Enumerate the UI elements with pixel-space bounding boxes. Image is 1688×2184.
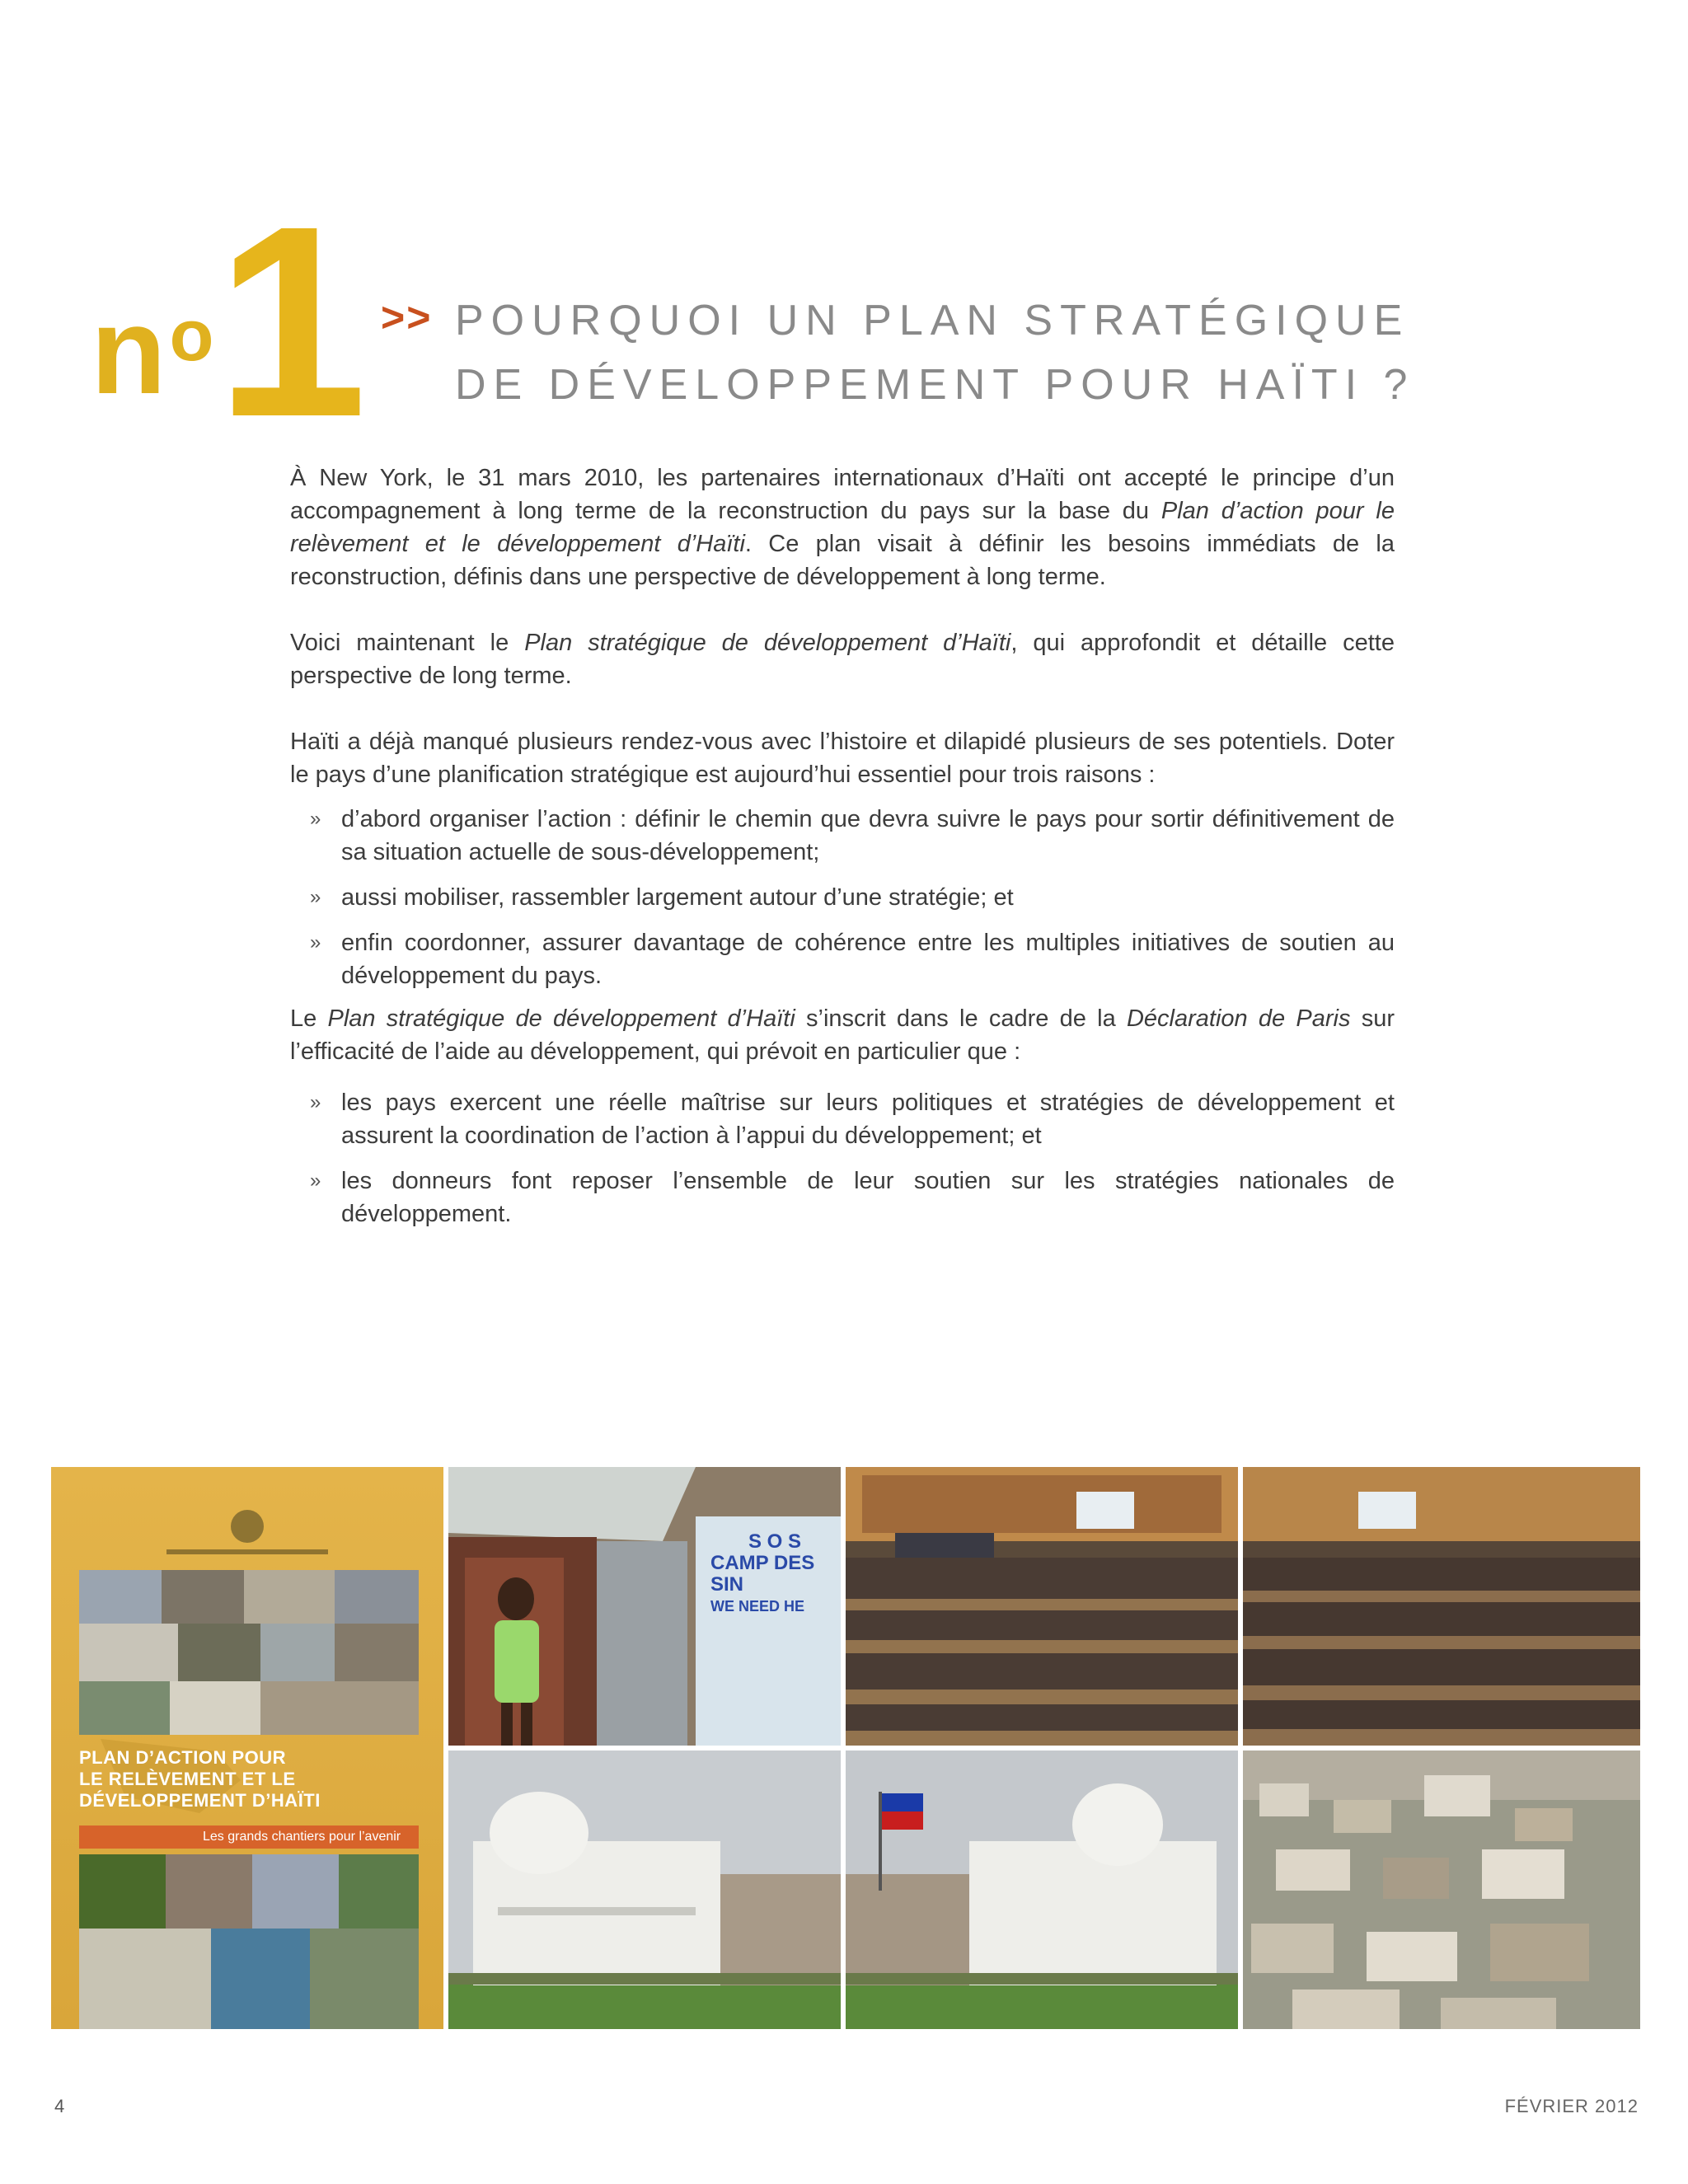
publication-date: FÉVRIER 2012 — [1504, 2096, 1639, 2116]
conference-hall-art-2 — [1243, 1467, 1640, 1746]
paragraph-3: Haïti a déjà manqué plusieurs rendez-vous avec l’histoire et dilapidé plusieurs de ses potentiels. Doter le pays d’une planification stratégique est aujourd’hui essentiel pour trois raisons : — [290, 729, 1395, 788]
camp-child-photo — [448, 1467, 841, 1746]
palace-art — [448, 1750, 841, 2029]
chevron-right-icon: >> — [381, 294, 433, 340]
hillside-houses-photo — [1243, 1750, 1640, 2029]
page-number: 4 — [54, 2096, 65, 2116]
hillside-art — [1243, 1750, 1640, 2029]
chapter-number-prefix: $n^o$ — [91, 281, 214, 419]
paragraph-2: Voici maintenant le Plan stratégique de développement d’Haïti, qui approfondit et détaille cette perspective de long terme. — [290, 630, 1395, 689]
paragraph-4: Le Plan stratégique de développement d’Haïti s’inscrit dans le cadre de la Déclaration de Paris sur l’efficacité de l’aide au développement, qui prévoit en particulier que : — [290, 1005, 1395, 1065]
paragraph-1: À New York, le 31 mars 2010, les partenaires internationaux d’Haïti ont accepté le principe d’un accompagnement à long terme de la reconstruction du pays sur la base du Plan d’action pour le relèvement et le développement d’Haïti. Ce plan visait à définir les besoins immédiats de la reconstruction, définis dans une perspective de développement à long terme. — [290, 465, 1395, 590]
main-content — [290, 462, 1395, 1245]
palace-art-2 — [846, 1750, 1238, 2029]
list-item: » les pays exercent une réelle maîtrise sur leurs politiques et stratégies de développement et assurent la coordination de l’action à l’appui du développement; et — [310, 1090, 1395, 1149]
report-cover-title: PLAN D’ACTION POUR LE RELÈVEMENT ET LE DÉVELOPPEMENT D’HAÏTI — [79, 1747, 321, 1811]
report-cover-subtitle: Les grands chantiers pour l’avenir — [79, 1825, 419, 1849]
list-item: » enfin coordonner, assurer davantage de cohérence entre les multiples initiatives de soutien au développement du pays. — [310, 930, 1395, 989]
sos-sign: S O S CAMP DES SIN WE NEED HE — [710, 1530, 815, 1615]
paris-declaration-list — [290, 1086, 1395, 1230]
conference-hall-art — [846, 1467, 1238, 1746]
damaged-palace-photo-left — [448, 1750, 841, 2029]
list-item: » les donneurs font reposer l’ensemble de leur soutien sur les stratégies nationales de développement. — [310, 1168, 1395, 1227]
page-title — [455, 288, 1526, 417]
conference-photo-right — [1243, 1467, 1640, 1746]
reasons-list — [290, 803, 1395, 992]
photo-gallery — [51, 1467, 1640, 2029]
chapter-number: 1 — [216, 169, 359, 473]
report-cover-image — [51, 1467, 443, 2029]
list-item: » d’abord organiser l’action : définir le chemin que devra suivre le pays pour sortir définitivement de sa situation actuelle de sous-développement; — [310, 806, 1395, 865]
damaged-palace-photo-right — [846, 1750, 1238, 2029]
page-title-line1: POURQUOI UN PLAN STRATÉGIQUE — [455, 297, 1410, 344]
list-item: » aussi mobiliser, rassembler largement autour d’une stratégie; et — [310, 884, 1014, 911]
conference-photo-left — [846, 1467, 1238, 1746]
page-title-line2: DE DÉVELOPPEMENT POUR HAÏTI ? — [455, 361, 1415, 409]
